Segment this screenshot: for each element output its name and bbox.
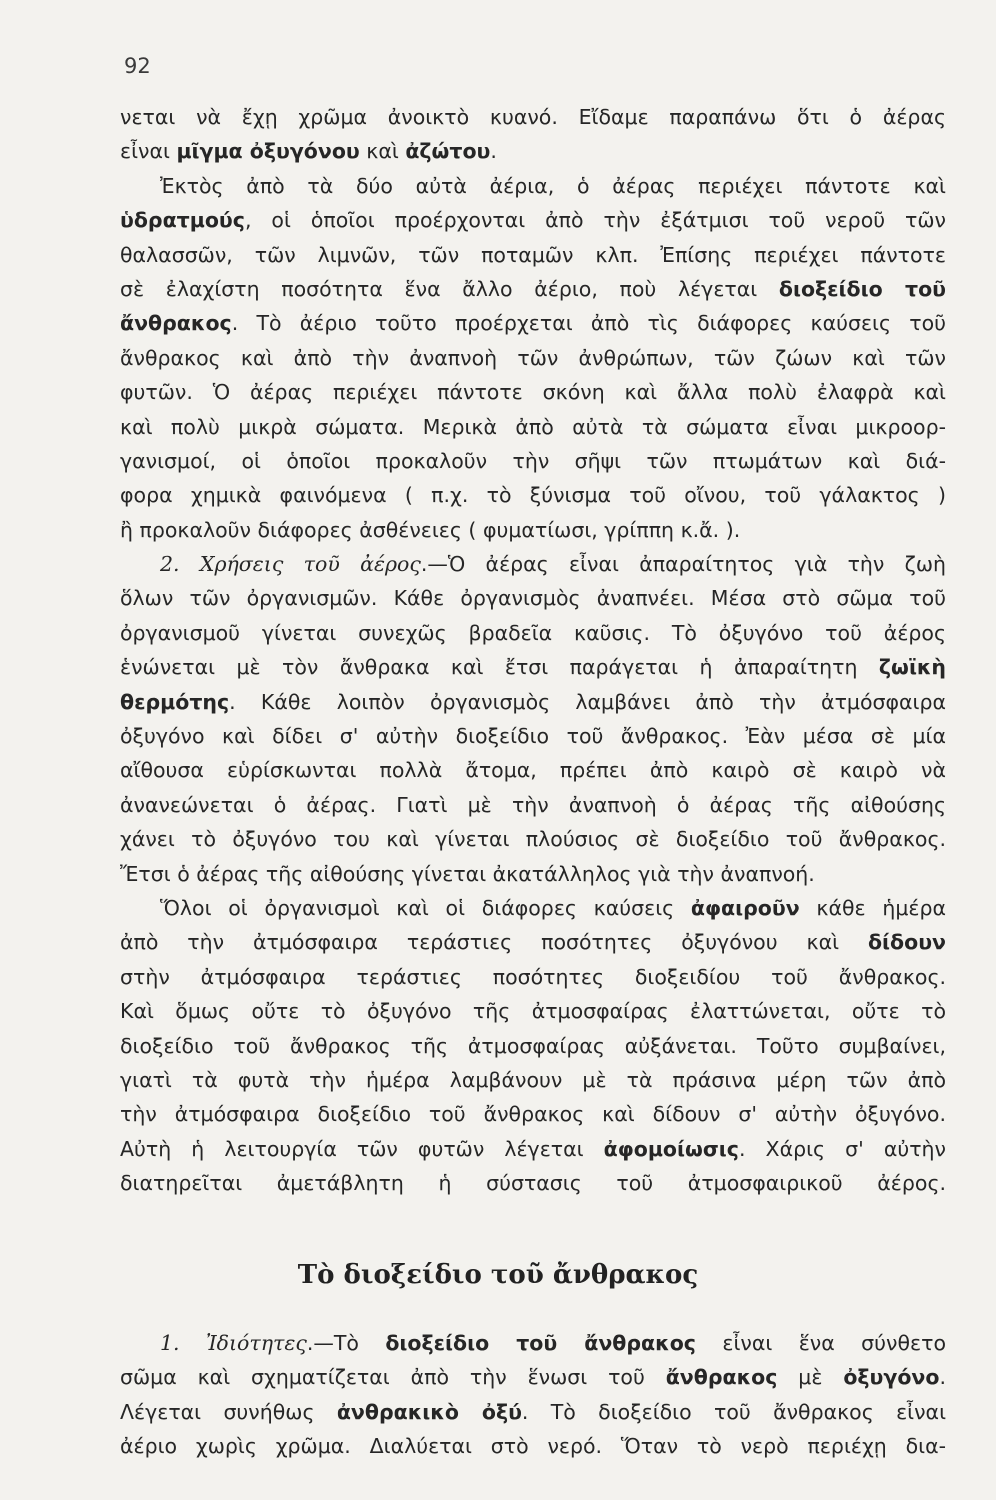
text-line xyxy=(120,650,946,684)
bold-term: θερμότης xyxy=(120,689,230,714)
text-run: ἄνθρακος καὶ ἀπὸ τὴν ἀναπνοὴ τῶν ἀνθρώπων, τῶν ζώων καὶ τῶν xyxy=(120,345,946,370)
text-line xyxy=(120,581,946,615)
text-line xyxy=(120,341,946,375)
text-run: ἢ προκαλοῦν διάφορες ἀσθένειες ( φυματίωσι, γρίππη κ.ἄ. ). xyxy=(120,517,741,542)
bold-term: ἀφαιροῦν xyxy=(690,895,800,920)
bold-term: ζωϊκὴ xyxy=(878,655,946,680)
text-line xyxy=(120,960,946,994)
text-line xyxy=(120,1097,946,1131)
text-run: . Τὸ ἀέριο τοῦτο προέρχεται ἀπὸ τὶς διάφορες καύσεις τοῦ xyxy=(231,311,946,336)
bold-term: μῖγμα ὀξυγόνου xyxy=(176,139,360,164)
text-run: Ἐκτὸς ἀπὸ τὰ δύο αὐτὰ ἀέρια, ὁ ἀέρας περιέχει πάντοτε καὶ xyxy=(160,173,946,198)
text-run: , οἱ ὁποῖοι προέρχονται ἀπὸ τὴν ἐξάτμισι τοῦ νεροῦ τῶν xyxy=(244,208,946,233)
text-line xyxy=(120,753,946,787)
text-line xyxy=(120,1063,946,1097)
bold-term: ἄνθρακος xyxy=(665,1365,778,1390)
text-line xyxy=(120,857,946,891)
text-line xyxy=(120,478,946,512)
text-line xyxy=(120,1395,946,1429)
text-run: φορα χημικὰ φαινόμενα ( π.χ. τὸ ξύνισμα τοῦ οἴνου, τοῦ γάλακτος ) xyxy=(120,483,946,508)
bold-term: ὑδρατμούς xyxy=(120,208,245,233)
text-line xyxy=(120,547,946,581)
body-text xyxy=(120,100,946,1201)
bold-term: διοξείδιο τοῦ xyxy=(778,276,947,301)
text-run: . xyxy=(490,139,497,164)
text-run: αἴθουσα εὑρίσκωνται πολλὰ ἄτομα, πρέπει ἀπὸ καιρὸ σὲ καιρὸ νὰ xyxy=(120,758,946,783)
bold-term: δίδουν xyxy=(867,930,946,955)
text-line xyxy=(120,994,946,1028)
text-run: νεται νὰ ἔχῃ χρῶμα ἀνοικτὸ κυανό. Εἴδαμε παραπάνω ὅτι ὁ ἀέρας xyxy=(120,105,946,129)
text-line xyxy=(120,238,946,272)
text-run: Καὶ ὅμως οὔτε τὸ ὀξυγόνο τῆς ἀτμοσφαίρας ἐλαττώνεται, οὔτε τὸ xyxy=(120,999,946,1024)
text-line xyxy=(120,616,946,650)
bold-term: ἀζώτου xyxy=(405,139,491,164)
text-line xyxy=(120,822,946,856)
text-run: εἶναι xyxy=(120,139,177,164)
section-body-text xyxy=(120,1326,946,1464)
text-line xyxy=(120,891,946,925)
text-run: μὲ xyxy=(777,1365,844,1390)
text-line xyxy=(120,1429,946,1463)
text-line xyxy=(120,1166,946,1200)
bold-term: ἀνθρακικὸ ὀξύ xyxy=(336,1399,522,1424)
text-line xyxy=(120,1326,946,1360)
text-run: γιατὶ τὰ φυτὰ τὴν ἡμέρα λαμβάνουν μὲ τὰ πράσινα μέρη τῶν ἀπὸ xyxy=(120,1067,946,1092)
bold-term: ἀφομοίωσις xyxy=(603,1136,739,1161)
text-run: Αὐτὴ ἡ λειτουργία τῶν φυτῶν λέγεται xyxy=(120,1136,604,1161)
text-run: ἑνώνεται μὲ τὸν ἄνθρακα καὶ ἔτσι παράγεται ἡ ἀπαραίτητη xyxy=(120,655,879,680)
text-line xyxy=(120,169,946,203)
text-run: . Κάθε λοιπὸν ὀργανισμὸς λαμβάνει ἀπὸ τὴν ἀτμόσφαιρα xyxy=(229,689,946,714)
text-run: . Τὸ διοξείδιο τοῦ ἄνθρακος εἶναι xyxy=(521,1399,947,1424)
text-line xyxy=(120,685,946,719)
text-line xyxy=(120,1360,946,1394)
text-line xyxy=(120,272,946,306)
text-line xyxy=(120,444,946,478)
text-line xyxy=(120,100,946,134)
text-line xyxy=(120,410,946,444)
text-run: κάθε ἡμέρα xyxy=(799,895,946,920)
text-run: .—Τὸ xyxy=(306,1331,386,1355)
text-line xyxy=(120,134,946,168)
text-line xyxy=(120,306,946,340)
text-line xyxy=(120,788,946,822)
text-line xyxy=(120,375,946,409)
page-number: 92 xyxy=(124,54,151,78)
text-run: διοξείδιο τοῦ ἄνθρακος τῆς ἀτμοσφαίρας αὐξάνεται. Τοῦτο συμβαίνει, xyxy=(120,1033,946,1058)
text-line xyxy=(120,1029,946,1063)
text-run: Λέγεται συνήθως xyxy=(120,1399,337,1424)
italic-subheading: 2. Χρήσεις τοῦ ἀέρος xyxy=(160,552,421,577)
text-run: Ἔτσι ὁ ἀέρας τῆς αἰθούσης γίνεται ἀκατάλληλος γιὰ τὴν ἀναπνοή. xyxy=(120,861,815,886)
text-run: τὴν ἀτμόσφαιρα διοξείδιο τοῦ ἄνθρακος καὶ δίδουν σ' αὐτὴν ὀξυγόνο. xyxy=(120,1102,946,1127)
text-run: Ὅλοι οἱ ὀργανισμοὶ καὶ οἱ διάφορες καύσεις xyxy=(160,895,691,920)
text-run: καὶ xyxy=(359,139,406,164)
text-line xyxy=(120,925,946,959)
text-line xyxy=(120,719,946,753)
text-run: ὀργανισμοῦ γίνεται συνεχῶς βραδεῖα καῦσις. Τὸ ὀξυγόνο τοῦ ἀέρος xyxy=(120,620,946,645)
text-run: εἶναι ἕνα σύνθετο xyxy=(695,1331,946,1355)
text-run: . Χάρις σ' αὐτὴν xyxy=(738,1136,946,1161)
section-heading: Τὸ διοξείδιο τοῦ ἄνθρακος xyxy=(297,1260,699,1290)
text-run: χάνει τὸ ὀξυγόνο του καὶ γίνεται πλούσιος σὲ διοξείδιο τοῦ ἄνθρακος. xyxy=(120,827,946,852)
text-run: γανισμοί, οἱ ὁποῖοι προκαλοῦν τὴν σῆψι τῶν πτωμάτων καὶ διά- xyxy=(120,448,946,473)
text-run: ὅλων τῶν ὀργανισμῶν. Κάθε ὀργανισμὸς ἀναπνέει. Μέσα στὸ σῶμα τοῦ xyxy=(120,586,946,611)
text-run: θαλασσῶν, τῶν λιμνῶν, τῶν ποταμῶν κλπ. Ἐπίσης περιέχει πάντοτε xyxy=(120,242,946,267)
text-run: φυτῶν. Ὁ ἀέρας περιέχει πάντοτε σκόνη καὶ ἄλλα πολὺ ἐλαφρὰ καὶ xyxy=(120,380,946,405)
text-run: .—Ὁ ἀέρας εἶναι ἀπαραίτητος γιὰ τὴν ζωὴ xyxy=(420,552,946,577)
text-line xyxy=(120,1132,946,1166)
bold-term: ὀξυγόνο xyxy=(843,1365,940,1390)
italic-subheading: 1. Ἰδιότητες xyxy=(160,1331,307,1355)
text-run: ἀπὸ τὴν ἀτμόσφαιρα τεράστιες ποσότητες ὀξυγόνου καὶ xyxy=(120,930,868,955)
text-run: στὴν ἀτμόσφαιρα τεράστιες ποσότητες διοξειδίου τοῦ ἄνθρακος. xyxy=(120,964,946,989)
text-run: σὲ ἐλαχίστη ποσότητα ἕνα ἄλλο ἀέριο, ποὺ λέγεται xyxy=(120,276,779,301)
text-run: . xyxy=(939,1365,946,1390)
text-run: σῶμα καὶ σχηματίζεται ἀπὸ τὴν ἕνωσι τοῦ xyxy=(120,1365,666,1390)
text-run: διατηρεῖται ἀμετάβλητη ἡ σύστασις τοῦ ἀτμοσφαιρικοῦ ἀέρος. xyxy=(120,1171,946,1196)
text-run: ἀέριο χωρὶς χρῶμα. Διαλύεται στὸ νερό. Ὅταν τὸ νερὸ περιέχῃ δια- xyxy=(120,1434,946,1459)
text-line xyxy=(120,203,946,237)
bold-term: ἄνθρακος xyxy=(120,311,232,336)
text-run: ἀνανεώνεται ὁ ἀέρας. Γιατὶ μὲ τὴν ἀναπνοὴ ὁ ἀέρας τῆς αἰθούσης xyxy=(120,792,946,817)
text-run: καὶ πολὺ μικρὰ σώματα. Μερικὰ ἀπὸ αὐτὰ τὰ σώματα εἶναι μικροορ- xyxy=(120,414,946,439)
text-line xyxy=(120,513,946,547)
bold-term: διοξείδιο τοῦ ἄνθρακος xyxy=(385,1331,696,1355)
text-run: ὀξυγόνο καὶ δίδει σ' αὐτὴν διοξείδιο τοῦ ἄνθρακος. Ἐὰν μέσα σὲ μία xyxy=(120,724,946,749)
